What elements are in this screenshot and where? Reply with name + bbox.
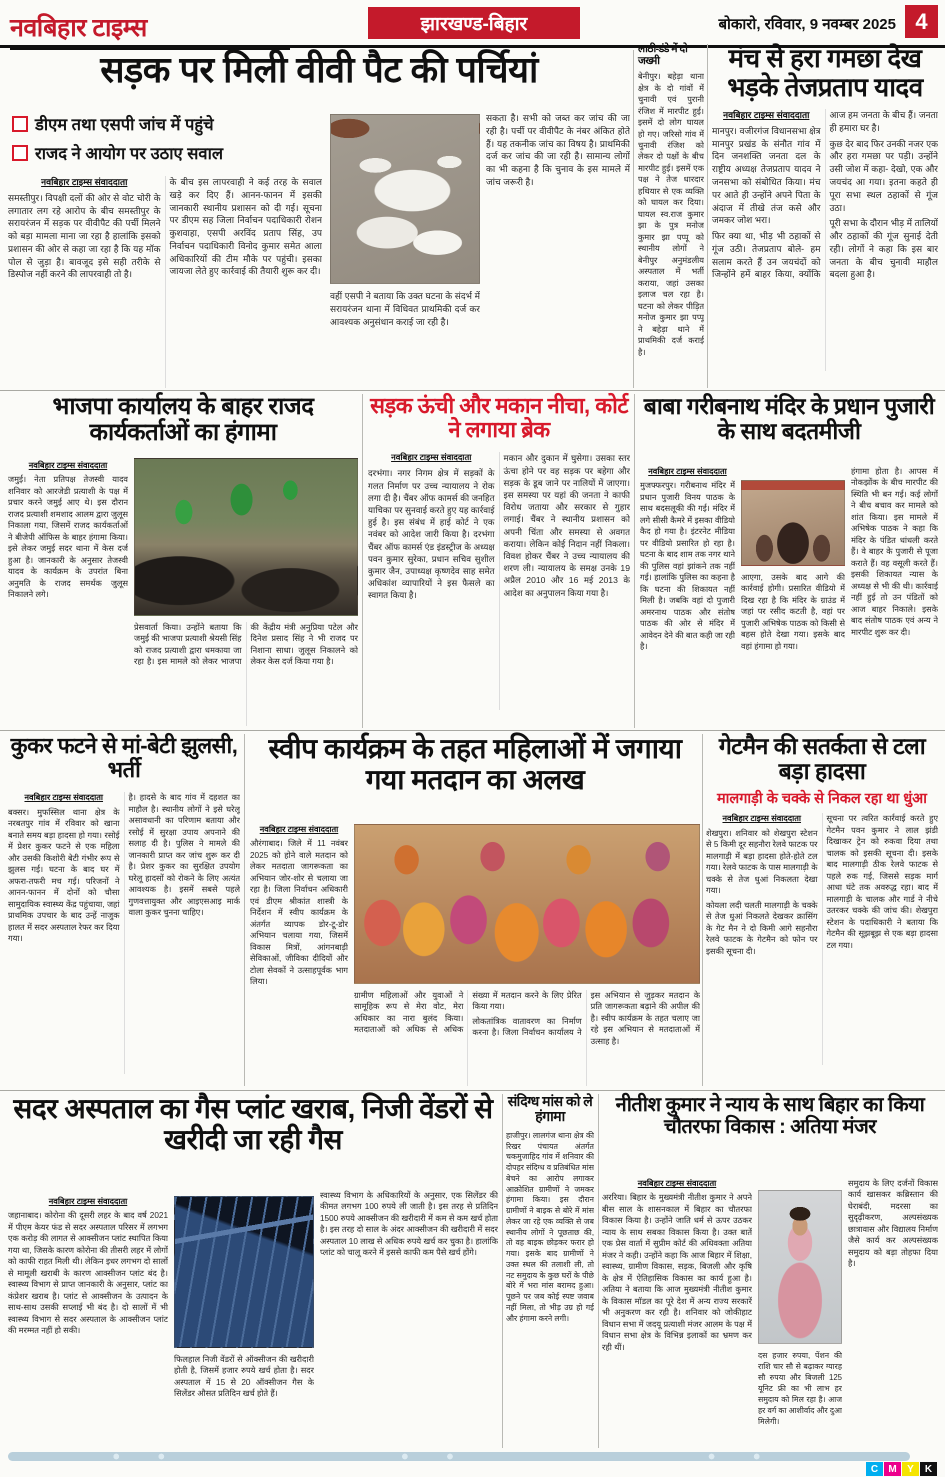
article-paragraph: मानपुर। वजीरगंज विधानसभा क्षेत्र मानपुर प्रखंड के संनौत गांव में दिन जनशक्ति जनता दल के राष्ट्रीय अध्यक्ष तेजप्रताप यादव ने जनसभा को संबोधित किया। मंच पर आते ही उन्होंने अपने पिता के अंदाज में तीखे तंज कसे और जमकर जोश भरा। [712,125,821,226]
article-bhajpa-body-under-photo [134,622,358,726]
article-lathi-body [638,71,704,381]
byline: नवबिहार टाइम्स संवाददाता [24,793,104,803]
article-baba [640,394,938,728]
article-sadak-body [368,452,630,710]
article-baba-body-col3 [851,466,938,726]
article-gas-body-under-photo [174,1354,314,1448]
article-paragraph: कोयला लदी चलती मालगाड़ी के चक्के से तेज धुआं निकलते देखकर क्रासिंग के गेट मैन ने दो किमी आगे सहनौरा रेलवे फाटक के गेटमैन को फोन पर इसकी सूचना दी। [706,900,818,956]
article-vvpat-body-under-photo [330,290,480,388]
article-gateman [706,734,938,1086]
article-vvpat-body-right [486,112,630,388]
article-sweep-body-left [250,824,348,1086]
article-vvpat-body-left [8,176,322,388]
byline: नवबिहार टाइम्स संवाददाता [259,825,339,834]
photo-garibnath-temple [741,480,845,566]
column-divider [633,50,634,388]
article-paragraph: के बीच इस लापरवाही ने कई तरह के सवाल खड़े कर दिए हैं। आनन-फानन में इसकी जानकारी स्थानीय प्रशासन को दी गई। सूचना पर डीएम सह जिला निर्वाचन पदाधिकारी रोशन कुशवाहा, एसपी अरविंद प्रताप सिंह, उप निर्वाचन पदाधिकारी विनोद कुमार समेत आला अधिकारियों की टीम मौके पर पहुंची। इसका जायजा लेते हुए कार्रवाई की तैयारी शुरू कर दी। [169,177,322,277]
edition-badge: झारखण्ड-बिहार [368,7,580,39]
article-paragraph: समस्तीपुर। विपक्षी दलों की ओर से वोट चोरी के लगातार लग रहे आरोप के बीच समस्तीपुर के सरायरंजन में सड़क पर वीवीपैट की पर्ची मिलने को बड़ा मामला माना जा रहा है हालांकि इसको प्रशासन की ओर से कहा जा रहा है कि यह मॉक पोल से जुड़ा है। बावजूद इसे सही तरीके से डिस्पोज नहीं करने की लापरवाही तो है। [8,192,161,280]
article-paragraph: मकान और दुकान में घुसेगा। उसका स्तर ऊंचा होने पर वह सड़क पर बहेगा और सड़क के डूब जाने पर नालियों में जाएगा। इस समस्या पर यहां की जनता ने काफी विरोध जताया और सरकार से गुहार लगाई। चैंबर ने स्थानीय प्रशासन को अपनी चिंता और समस्या से अवगत कराया। लेकिन कोई निदान नहीं निकला। विवश होकर चैंबर ने उच्च न्यायालय की शरण ली। न्यायालय के समक्ष उनके 19 अप्रैल 2010 और 16 मई 2013 के आदेश का अनुपालन किया गया है। [503,453,630,598]
dateline: बोकारो, रविवार, 9 नवम्बर 2025 [718,16,896,33]
article-sadak [368,394,630,728]
article-paragraph: समुदाय के लिए दर्जनों विकास कार्य खासकर कब्रिस्तान की घेराबंदी, मदरसा का सुदृढ़ीकरण, अल्पसंख्यक छात्रावास और विद्यालय निर्माण जैसे कार्य कर अल्पसंख्यक समुदाय को बड़ा तोहफा दिया है। [848,1179,938,1269]
article-paragraph: आएगा, उसके बाद आगे की कार्रवाई होगी। प्रसारित वीडियो में दिख रहा है कि मंदिर के ग्राउंड में जहां पर रसीद कटती है, वहां पर पुजारी अभिषेक पाठक को किसी से बहस होते देखा गया। इसके बाद वहां हंगामा हो गया। [741,573,845,651]
cmyk-registration-marks [866,1462,937,1476]
article-meat-headline: संदिग्ध मांस को ले हंगामा [507,1093,593,1125]
article-sweep-body-under-photo [354,990,700,1086]
red-square-icon [12,145,28,161]
article-paragraph: औरंगाबाद। जिले में 11 नवंबर 2025 को होने वाले मतदान को लेकर मतदाता जागरूकता का अभियान जोर-शोर से चलाया जा रहा है। जिला निर्वाचन अधिकारी एवं डीएम श्रीकांत शास्त्री के निर्देशन में स्वीप कार्यक्रम के अंतर्गत व्यापक डोर-टू-डोर अभियान चलाया गया, जिसमें विकास मित्रों, आंगनबाड़ी सेविकाओं, जीविका दीदियों और टोला सेवकों ने उत्साहपूर्वक भाग लिया। [250,839,348,987]
article-sadak-headline: सड़क ऊंची और मकान नीचा, कोर्ट ने लगाया ब्रेक [370,393,628,443]
article-nitish-body-under-photo [758,1350,842,1442]
article-lathi-headline: लाठी-डंडे में दो जख्मी [638,43,688,67]
article-gateman-body [706,813,938,1065]
article-paragraph: स्वास्थ्य विभाग के अधिकारियों के अनुसार, एक सिलेंडर की कीमत लगभग 100 रुपये ली जाती है। इस तरह से प्रतिदिन 1500 रुपये आक्सीजन की खरीदारी में कम से कम खर्च होता है। इस तरह दो साल के अंदर आक्सीजन की खरीदारी में सदर अस्पताल 10 लाख से अधिक रुपये खर्च कर चुका है। हालांकि प्लांट को चालू करने में इससे काफी कम पैसे खर्च होंगे। [320,1191,498,1258]
article-cooker-headline: कुकर फटने से मां-बेटी झुलसी, भर्ती [10,733,238,783]
photo-rjd-crowd [134,458,358,616]
column-divider [244,734,245,1086]
article-paragraph: बेनीपुर। बहेड़ा थाना क्षेत्र के दो गांवों में चुनावी एवं पुरानी रंजिश में मारपीट हुई। इसमें दो लोग घायल हो गए। जरिसो गांव में चुनावी रंजिश को लेकर दो पक्षों के बीच मारपीट हुई। इसमें एक पक्ष ने तेज धारदार हथियार से एक व्यक्ति को घायल कर दिया। घायल स्व.राज कुमार झा के पुत्र मनोज कुमार झा पप्पू को स्थानीय लोगों ने बेनीपुर अनुमंडलीय अस्पताल में भर्ती कराया, जहां उसका इलाज चल रहा है। घटना को लेकर पीड़ित मनोज कुमार झा पप्पू ने बहेड़ा थाने में प्राथमिकी दर्ज कराई है। [638,72,704,357]
bullet-label: राजद ने आयोग पर उठाए सवाल [35,145,224,163]
article-lathi [638,44,704,388]
photo-women-gathering [354,824,700,984]
section-rule [0,730,945,731]
section-rule [0,390,945,391]
article-paragraph: प्रेसवार्ता किया। उन्होंने बताया कि जमुई की भाजपा प्रत्याशी श्रेयसी सिंह को राजद प्रत्याशी द्वारा धमकाया जा रहा है। इस मामले को लेकर भाजपा की केंद्रीय मंत्री अनुप्रिया पटेल और दिनेश प्रसाद सिंह ने भी राजद पर निशाना साधा। जुलूस निकालने को लेकर केस दर्ज किया गया है। [134,623,358,667]
byline: नवबिहार टाइम्स संवाददाता [28,461,108,470]
article-paragraph: जहानाबाद। कोरोना की दूसरी लहर के बाद वर्ष 2021 में पीएम केयर फंड से सदर अस्पताल परिसर में लगभग एक करोड़ की लागत से आक्सीजन प्लांट स्थापित किया गया था, जिसके कारण कोरोना की तीसरी लहर में लोगों को काफी राहत मिली थी। लेकिन इधर लगभग दो सालों से मामूली खराबी के कारण आक्सीजन प्लांट बंद है। स्वास्थ्य विभाग से प्राप्त जानकारी के अनुसार, प्लांट का कंप्रेशर खराब है। प्लांट से आक्सीजन के उत्पादन के साथ-साथ उसकी सप्लाई भी बंद है। दो सालों में भी स्वास्थ्य विभाग से सदर अस्पताल के आक्सीजन प्लांट की मरम्मत नहीं हो सकी। [8,1211,168,1336]
article-paragraph: मुजफ्फरपुर। गरीबनाथ मंदिर में प्रधान पुजारी विनय पाठक के साथ बदसलूकी की गई। मंदिर में लगे सीसी कैमरे में इसका वीडियो कैद हो गया है। इंटरनेट मीडिया पर वीडियो प्रसारित हो रहा है। घटना के बाद शाम तक नगर थाने की पुलिस वहां झांकने तक नहीं गई। हालांकि पुलिस का कहना है कि घटना की शिकायत नहीं मिली है। जबकि वहां दो पुजारी अमरनाथ पाठक और संतोष पाठक की ओर से मंदिर में आवेदन देने की बात कही जा रही है। [640,481,735,652]
article-cooker-body [8,792,240,1074]
article-gas-body-right [320,1190,498,1448]
header [0,0,945,48]
cmyk-black-mark: K [920,1462,937,1476]
masthead: नवबिहार टाइम्स [10,10,290,50]
article-paragraph: अररिया। बिहार के मुख्यमंत्री नीतीश कुमार ने अपने बीस साल के शासनकाल में बिहार का चौतरफा विकास किया है। उन्होंने जाति धर्म से ऊपर उठकर न्याय के साथ सबका विकास किया है। उक्त बातें एक प्रेस वार्ता में सुप्रीम कोर्ट की अधिवक्ता अतिया मंजर ने कही। उन्होंने कहा कि आज बिहार में शिक्षा, स्वास्थ्य, ग्रामीण विकास, सड़क, बिजली और कृषि के क्षेत्र में ऐतिहासिक विकास का कार्य हुआ है। अतिया ने बताया कि आज मुख्यमंत्री नीतीश कुमार के विकास मॉडल का पूरे देश में अन्य राज्य सरकारें भी अनुकरण कर रही है। शनिवार को जोकीहाट विधान सभा में जदयू प्रत्याशी मंजर आलम के पक्ष में विधान सभा क्षेत्र के विभिन्न इलाकों का भ्रमण कर रही थीं। [602,1193,752,1352]
article-paragraph: कुछ देर बाद फिर उनकी नजर एक और हरा गमछा पर पड़ी। उन्होंने उसी जोश में कहा- देखो, एक और जयचंद आ गया। इतना कहते ही पूरा सभा स्थल ठहाकों से गूंज उठा। [829,138,938,213]
byline: नवबिहार टाइम्स संवाददाता [723,110,810,121]
red-square-icon [12,116,28,132]
article-bhajpa-body-left [8,460,128,726]
bullet-label: डीएम तथा एसपी जांच में पहुंचे [35,116,214,134]
byline: नवबिहार टाइम्स संवाददाता [648,467,727,476]
cmyk-cyan-mark: C [866,1462,883,1476]
article-sweep [250,734,700,1086]
page-number-badge: 4 [905,5,938,38]
column-divider [702,734,703,1086]
article-meat [506,1094,594,1448]
article-nitish-body-left [602,1178,752,1442]
article-cooker [8,734,240,1086]
column-divider [502,1094,503,1448]
article-paragraph: जमुई। नेता प्रतिपक्ष तेजस्वी यादव शनिवार को आरजेडी प्रत्याशी के पक्ष में प्रचार करने जमुई आए थे। इस दौरान राजद प्रत्याशी शमशाद आलम द्वारा जुलूस निकाला गया, जिसमें राजद कार्यकर्ताओं ने बीजेपी ऑफिस के बाहर हंगामा किया। इसे लेकर जमुई सदर थाना में केस दर्ज हुआ है। जानकारी के अनुसार तेजस्वी यादव के कार्यक्रम के उपरांत बिना अनुमति के राजद समर्थक जुलूस निकालने लगे। [8,475,128,600]
article-baba-body-col1 [640,466,735,726]
bullet-item [12,112,326,135]
column-divider [634,394,635,728]
article-gas-body-left [8,1196,168,1448]
article-paragraph: सकता है। सभी को जब्त कर जांच की जा रही है। पर्ची पर वीवीपैट के नंबर अंकित होते हैं। यह तकनीक जांच का विषय है। प्राथमिकी दर्ज कर जांच की जा रही है। सामान्य लोगों का भी कहना है कि चुनाव के इस मामले में जांच जरूरी है। [486,113,630,187]
section-rule [0,1090,945,1091]
article-nitish [602,1094,938,1448]
article-sweep-headline: स्वीप कार्यक्रम के तहत महिलाओं में जगाया गया मतदान का अलख [268,733,682,795]
article-bhajpa-headline: भाजपा कार्यालय के बाहर राजद कार्यकर्ताओं का हंगामा [52,393,314,447]
article-paragraph: सूचना पर त्वरित कार्रवाई करते हुए गेटमैन पवन कुमार ने लाल झंडी दिखाकर ट्रेन को रुकवा दिया तथा चालक को इसकी सूचना दी। इसके बाद मालगाड़ी ठीक रेलवे फाटक से पहले रुक गई, जिससे सड़क मार्ग आधा घंटे तक अवरुद्ध रहा। बाद में मालगाड़ी के चालक और गार्ड ने नीचे उतरकर चक्के की जांच की। शेखपुरा स्टेशन के पदाधिकारी ने बताया कि गेटमैन की सूझबूझ से एक बड़ा हादसा टल गया। [826,814,938,950]
article-paragraph: फिलहाल निजी वेंडरों से ऑक्सीजन की खरीदारी होती है, जिसमें हजार रुपये खर्च होता है। सदर अस्पताल में 15 से 20 ऑक्सीजन गैस के सिलेंडर औसत प्रतिदिन खर्च होते हैं। [174,1355,314,1399]
byline: नवबिहार टाइम्स संवाददाता [391,452,472,463]
article-paragraph: है। हादसे के बाद गांव में दहशत का माहौल है। स्थानीय लोगों ने इसे घरेलू असावधानी का परिणाम बताया और रसोई में सुरक्षा उपाय अपनाने की सलाह दी है। पुलिस ने मामले की जानकारी प्राप्त कर जांच शुरू कर दी है। प्रेशर कुकर का सुरक्षित उपयोग घरेलू हादसों को रोकने के लिए अत्यंत आवश्यक है। इसमें सबसे पहले गुणवत्तायुक्त और आइएसआइ मार्क वाला कुकर चुनना चाहिए। [128,793,240,918]
photo-vvpat-slips [330,114,480,284]
article-gateman-subhead: मालगाड़ी के चक्के से निकल रहा था धुंआ [717,790,927,807]
article-gas-headline: सदर अस्पताल का गैस प्लांट खराब, निजी वेंडरों से खरीदी जा रही गैस [13,1093,493,1155]
article-paragraph: शेखपुरा। शनिवार को शेखपुरा स्टेशन से 5 किमी दूर सहनौरा रेलवे फाटक पर मालगाड़ी में बड़ा हादसा होते-होते टल गया। रेलवे फाटक के पास मालगाड़ी के चक्के से तेज धुआं निकलता देखा गया। [706,828,818,896]
article-paragraph: हंगामा होता है। आपस में नोकझोंक के बीच मारपीट की स्थिति भी बन गई। कई लोगों ने बीच बचाव कर मामले को शांत किया। इस मामले में अभिषेक पाठक ने कहा कि मंदिर के पंडित धांधली करते हैं। वे बाहर के पुजारी से पूजा कराते हैं। वह वसूली करते हैं। इसकी शिकायत न्यास के अध्यक्ष से भी की थी। कार्रवाई नहीं हुई तो उन पंडितों को आज बाहर निकाले। इसके बाद संतोष पाठक एवं अन्य ने मारपीट शुरू कर दी। [851,467,938,637]
article-vvpat [8,50,630,388]
bullet-item [12,141,326,164]
article-gateman-headline: गेटमैन की सतर्कता से टला बड़ा हादसा [718,733,926,785]
column-divider [598,1094,599,1448]
article-bhajpa [8,394,358,728]
article-baba-headline: बाबा गरीबनाथ मंदिर के प्रधान पुजारी के साथ बदतमीजी [643,393,935,445]
article-paragraph: बक्सर। मुफस्सिल थाना क्षेत्र के नरबतपुर गांव में रविवार को खाना बनाते समय बड़ा हादसा हो गया। रसोई में प्रेशर कुकर फटने से एक महिला और उसकी किशोरी बेटी गंभीर रूप से झुलस गई। घटना के बाद घर में अफरा-तफरी मच गई। परिजनों ने आनन-फानन में दोनों को चौसा सामुदायिक स्वास्थ्य केंद्र पहुंचाया, जहां प्राथमिक उपचार के बाद उन्हें नाजुक हालत में सदर अस्पताल रेफर कर दिया गया। [8,807,120,944]
byline: नवबिहार टाइम्स संवाददाता [722,814,802,824]
article-vvpat-headline: सड़क पर मिली वीवी पैट की पर्चियां [100,49,538,90]
article-baba-body-col2 [741,572,845,726]
photo-atiya-manjar [758,1190,842,1344]
article-nitish-headline: नीतीश कुमार ने न्याय के साथ बिहार का किया चौतरफा विकास : अतिया मंजर [615,1094,925,1138]
footer-bar [8,1452,910,1461]
article-manch [712,44,938,388]
article-gas [8,1094,498,1448]
cmyk-magenta-mark: M [884,1462,901,1476]
photo-oxygen-plant [174,1196,314,1348]
article-paragraph: दरभंगा। नगर निगम क्षेत्र में सड़कों के गलत निर्माण पर उच्च न्यायालय ने रोक लगा दी है। चैंबर ऑफ कामर्स की जनहित याचिका पर सुनवाई करते हुए यह कार्रवाई हुई है। इस संबंध में हाई कोर्ट ने एक नवंबर को आदेश जारी किया है। दरभंगा चैंबर ऑफ कामर्स एंड इंडस्ट्रीज के अध्यक्ष पवन कुमार सुरेका, प्रधान सचिव सुशील कुमार जैन, उपाध्यक्ष कृष्णदेव साह समेत अधिकांश व्यापारियों ने इस फैसले का स्वागत किया है। [368,468,495,601]
article-paragraph: पूरी सभा के दौरान भीड़ में तालियों और ठहाकों की गूंज सुनाई देती रही। लोगों ने कहा कि इस बार जनता के बीच चुनावी माहौल बदला हुआ है। [829,218,938,280]
byline: नवबिहार टाइम्स संवाददाता [637,1179,717,1188]
article-manch-headline: मंच से हरा गमछा देख भड़के तेजप्रताप यादव [727,43,923,102]
article-paragraph: ग्रामीण महिलाओं और युवाओं ने सामूहिक रूप से मेरा वोट, मेरा अधिकार का नारा बुलंद किया। मतदाताओं को अधिक से अधिक संख्या में मतदान करने के लिए प्रेरित किया गया। [354,991,582,1035]
article-meat-body [506,1131,594,1431]
byline: नवबिहार टाइम्स संवाददाता [48,1197,128,1206]
article-paragraph: वहीं एसपी ने बताया कि उक्त घटना के संदर्भ में सरायरंजन थाना में विधिवत प्राथमिकी दर्ज कर आवश्यक अनुसंधान कराई जा रही है। [330,291,480,327]
article-manch-body [712,109,938,371]
article-paragraph: फिर क्या था, भीड़ भी ठहाकों से गूंज उठी। तेजप्रताप बोले- हम सलाम करते हैं उन जयचंदों को जिन्होंने हमें बाहर किया, क्योंकि आज हम जनता के बीच हैं। जनता ही हमारा घर है। [712,110,938,280]
article-paragraph: लोकतांत्रिक वातावरण का निर्माण करना है। जिला निर्वाचन कार्यालय ने इस अभियान से जुड़कर मतदान के प्रति जागरूकता बढ़ाने की अपील की है। स्वीप कार्यक्रम के तहत चलाए जा रहे इस अभियान से मतदाताओं में उत्साह है। [472,991,700,1046]
article-paragraph: दस हजार रुपया, पेंशन की राशि चार सौ से बढ़ाकर ग्यारह सौ रुपया और बिजली 125 यूनिट फ्री का भी लाभ हर समुदाय को मिल रहा है। आज हर वर्ग का आशीर्वाद और दुआ मिलेगी। [758,1351,842,1427]
article-vvpat-bullets [12,112,326,170]
article-paragraph: हाजीपुर। लालगंज थाना क्षेत्र की रिखर पंचायत अंतर्गत चकमुजाहिद गांव में शनिवार की दोपहर संदिग्ध व प्रतिबंधित मांस बेचने का आरोप लगाकर आक्रोशित ग्रामीणों ने जमकर हंगामा किया। इस दौरान ग्रामीणों ने बाइक से बोरे में मांस लेकर जा रहे एक व्यक्ति से जब स्थानीय लोगों ने पूछताछ की, तो वह बाइक छोड़कर फरार हो गया। इसके बाद ग्रामीणों ने उक्त स्थल की तलाशी ली, तो नट समुदाय के कुछ घरों के पीछे बोरे में भरा मांस बरामद हुआ। पूछने पर जब कोई स्पष्ट जवाब नहीं मिला, तो भीड़ उग्र हो गई और हंगामा करने लगी। [506,1130,594,1323]
cmyk-yellow-mark: Y [902,1462,919,1476]
byline: नवबिहार टाइम्स संवाददाता [41,177,128,187]
article-nitish-body-right [848,1178,938,1442]
column-divider [362,394,363,728]
column-divider [707,44,708,388]
